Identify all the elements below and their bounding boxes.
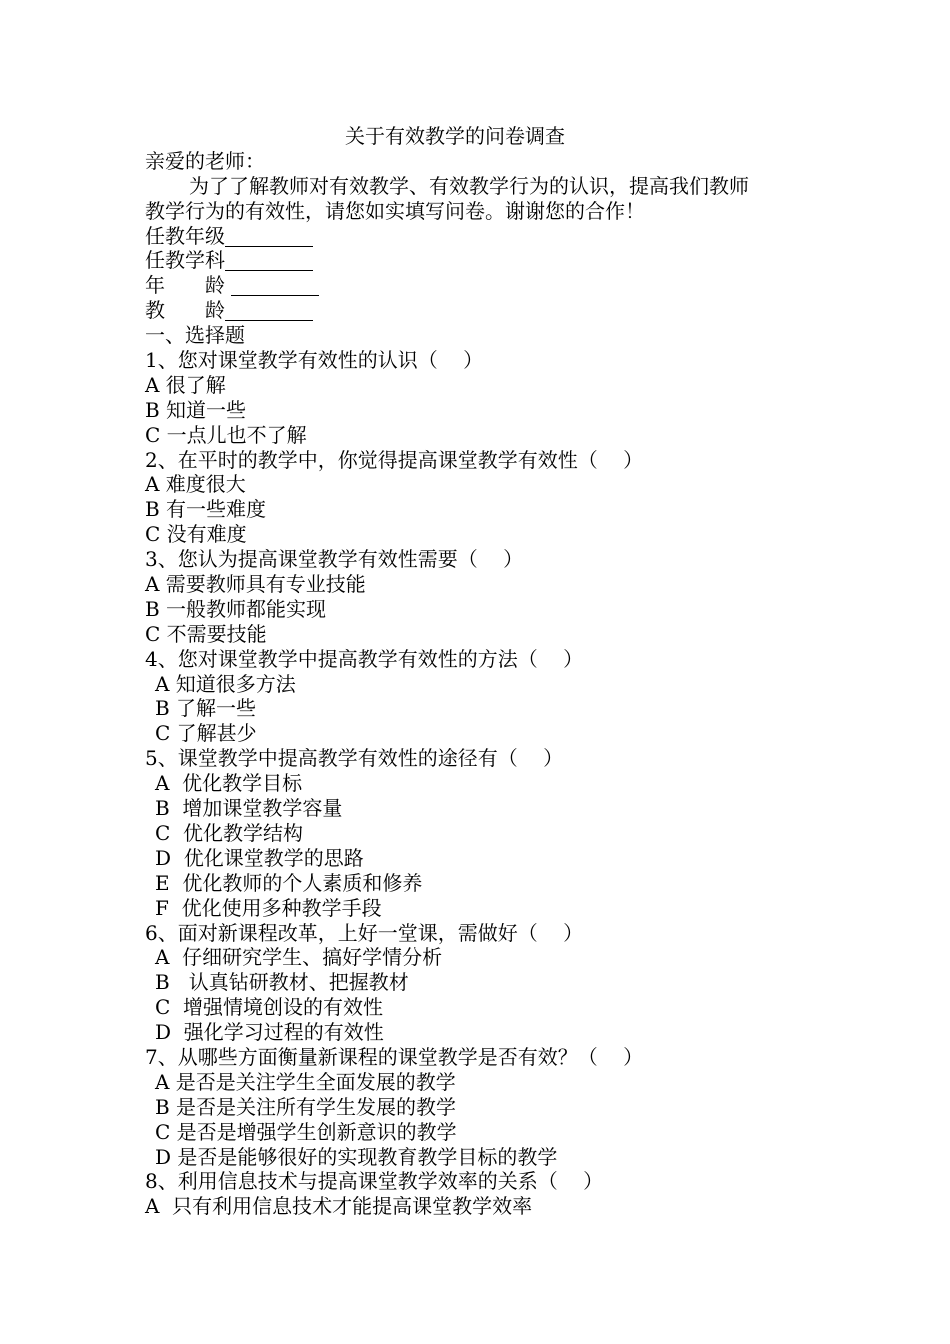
fill-in-blank[interactable] bbox=[231, 275, 319, 296]
section-heading: 一、选择题 bbox=[145, 323, 245, 348]
question-8-option[interactable]: A 只有利用信息技术才能提高课堂教学效率 bbox=[145, 1194, 533, 1219]
question-4-option[interactable]: A 知道很多方法 bbox=[155, 671, 296, 696]
question-5-option[interactable]: D 优化课堂教学的思路 bbox=[155, 845, 364, 870]
question-3-option[interactable]: A 需要教师具有专业技能 bbox=[145, 572, 366, 597]
field-teaching-years bbox=[145, 298, 815, 323]
question-1-option[interactable]: C 一点儿也不了解 bbox=[145, 422, 307, 447]
question-7-option[interactable]: C 是否是增强学生创新意识的教学 bbox=[155, 1119, 457, 1144]
intro-line-1: 为了了解教师对有效教学、有效教学行为的认识，提高我们教师 bbox=[189, 173, 749, 198]
field-label: 教 龄 bbox=[145, 298, 225, 323]
question-1-option[interactable]: B 知道一些 bbox=[145, 397, 247, 422]
question-5-option[interactable]: C 优化教学结构 bbox=[155, 820, 304, 845]
question-7-option[interactable]: B 是否是关注所有学生发展的教学 bbox=[155, 1094, 457, 1119]
question-4-option[interactable]: C 了解甚少 bbox=[155, 721, 257, 746]
question-5-option[interactable]: E 优化教师的个人素质和修养 bbox=[155, 870, 423, 895]
question-4: 4、您对课堂教学中提高教学有效性的方法（ ） bbox=[145, 646, 584, 671]
field-grade bbox=[145, 224, 815, 249]
question-5: 5、课堂教学中提高教学有效性的途径有（ ） bbox=[145, 746, 564, 771]
question-7-option[interactable]: A 是否是关注学生全面发展的教学 bbox=[155, 1069, 456, 1094]
question-3-option[interactable]: C 不需要技能 bbox=[145, 621, 267, 646]
question-5-option[interactable]: B 增加课堂教学容量 bbox=[155, 796, 343, 821]
greeting: 亲爱的老师： bbox=[145, 148, 265, 173]
fill-in-blank[interactable] bbox=[225, 300, 313, 321]
questionnaire bbox=[145, 124, 815, 1219]
question-3-option[interactable]: B 一般教师都能实现 bbox=[145, 596, 327, 621]
question-1-option[interactable]: A 很了解 bbox=[145, 372, 226, 397]
question-3: 3、您认为提高课堂教学有效性需要（ ） bbox=[145, 547, 524, 572]
field-label: 任教学科 bbox=[145, 248, 225, 273]
field-age bbox=[145, 273, 815, 298]
question-6-option[interactable]: D 强化学习过程的有效性 bbox=[155, 1020, 384, 1045]
question-7: 7、从哪些方面衡量新课程的课堂教学是否有效？（ ） bbox=[145, 1044, 644, 1069]
question-5-option[interactable]: A 优化教学目标 bbox=[155, 771, 303, 796]
field-subject bbox=[145, 248, 815, 273]
question-6-option[interactable]: B 认真钻研教材、把握教材 bbox=[155, 970, 409, 995]
fill-in-blank[interactable] bbox=[225, 250, 313, 271]
field-label: 年 龄 bbox=[145, 273, 232, 298]
question-1: 1、您对课堂教学有效性的认识（ ） bbox=[145, 348, 484, 373]
questions-list bbox=[145, 348, 815, 1219]
question-4-option[interactable]: B 了解一些 bbox=[155, 696, 257, 721]
question-2: 2、在平时的教学中，你觉得提高课堂教学有效性（ ） bbox=[145, 447, 644, 472]
question-2-option[interactable]: A 难度很大 bbox=[145, 472, 246, 497]
fill-in-blank[interactable] bbox=[225, 226, 313, 247]
question-8: 8、利用信息技术与提高课堂教学效率的关系（ ） bbox=[145, 1169, 604, 1194]
question-6-option[interactable]: C 增强情境创设的有效性 bbox=[155, 995, 384, 1020]
question-7-option[interactable]: D 是否是能够很好的实现教育教学目标的教学 bbox=[155, 1144, 558, 1169]
question-6-option[interactable]: A 仔细研究学生、搞好学情分析 bbox=[155, 945, 443, 970]
question-2-option[interactable]: B 有一些难度 bbox=[145, 497, 267, 522]
question-5-option[interactable]: F 优化使用多种教学手段 bbox=[155, 895, 382, 920]
question-2-option[interactable]: C 没有难度 bbox=[145, 522, 247, 547]
question-6: 6、面对新课程改革，上好一堂课，需做好（ ） bbox=[145, 920, 584, 945]
field-label: 任教年级 bbox=[145, 223, 225, 248]
document-title: 关于有效教学的问卷调查 bbox=[345, 124, 565, 148]
intro-line-2: 教学行为的有效性，请您如实填写问卷。谢谢您的合作！ bbox=[145, 198, 645, 223]
